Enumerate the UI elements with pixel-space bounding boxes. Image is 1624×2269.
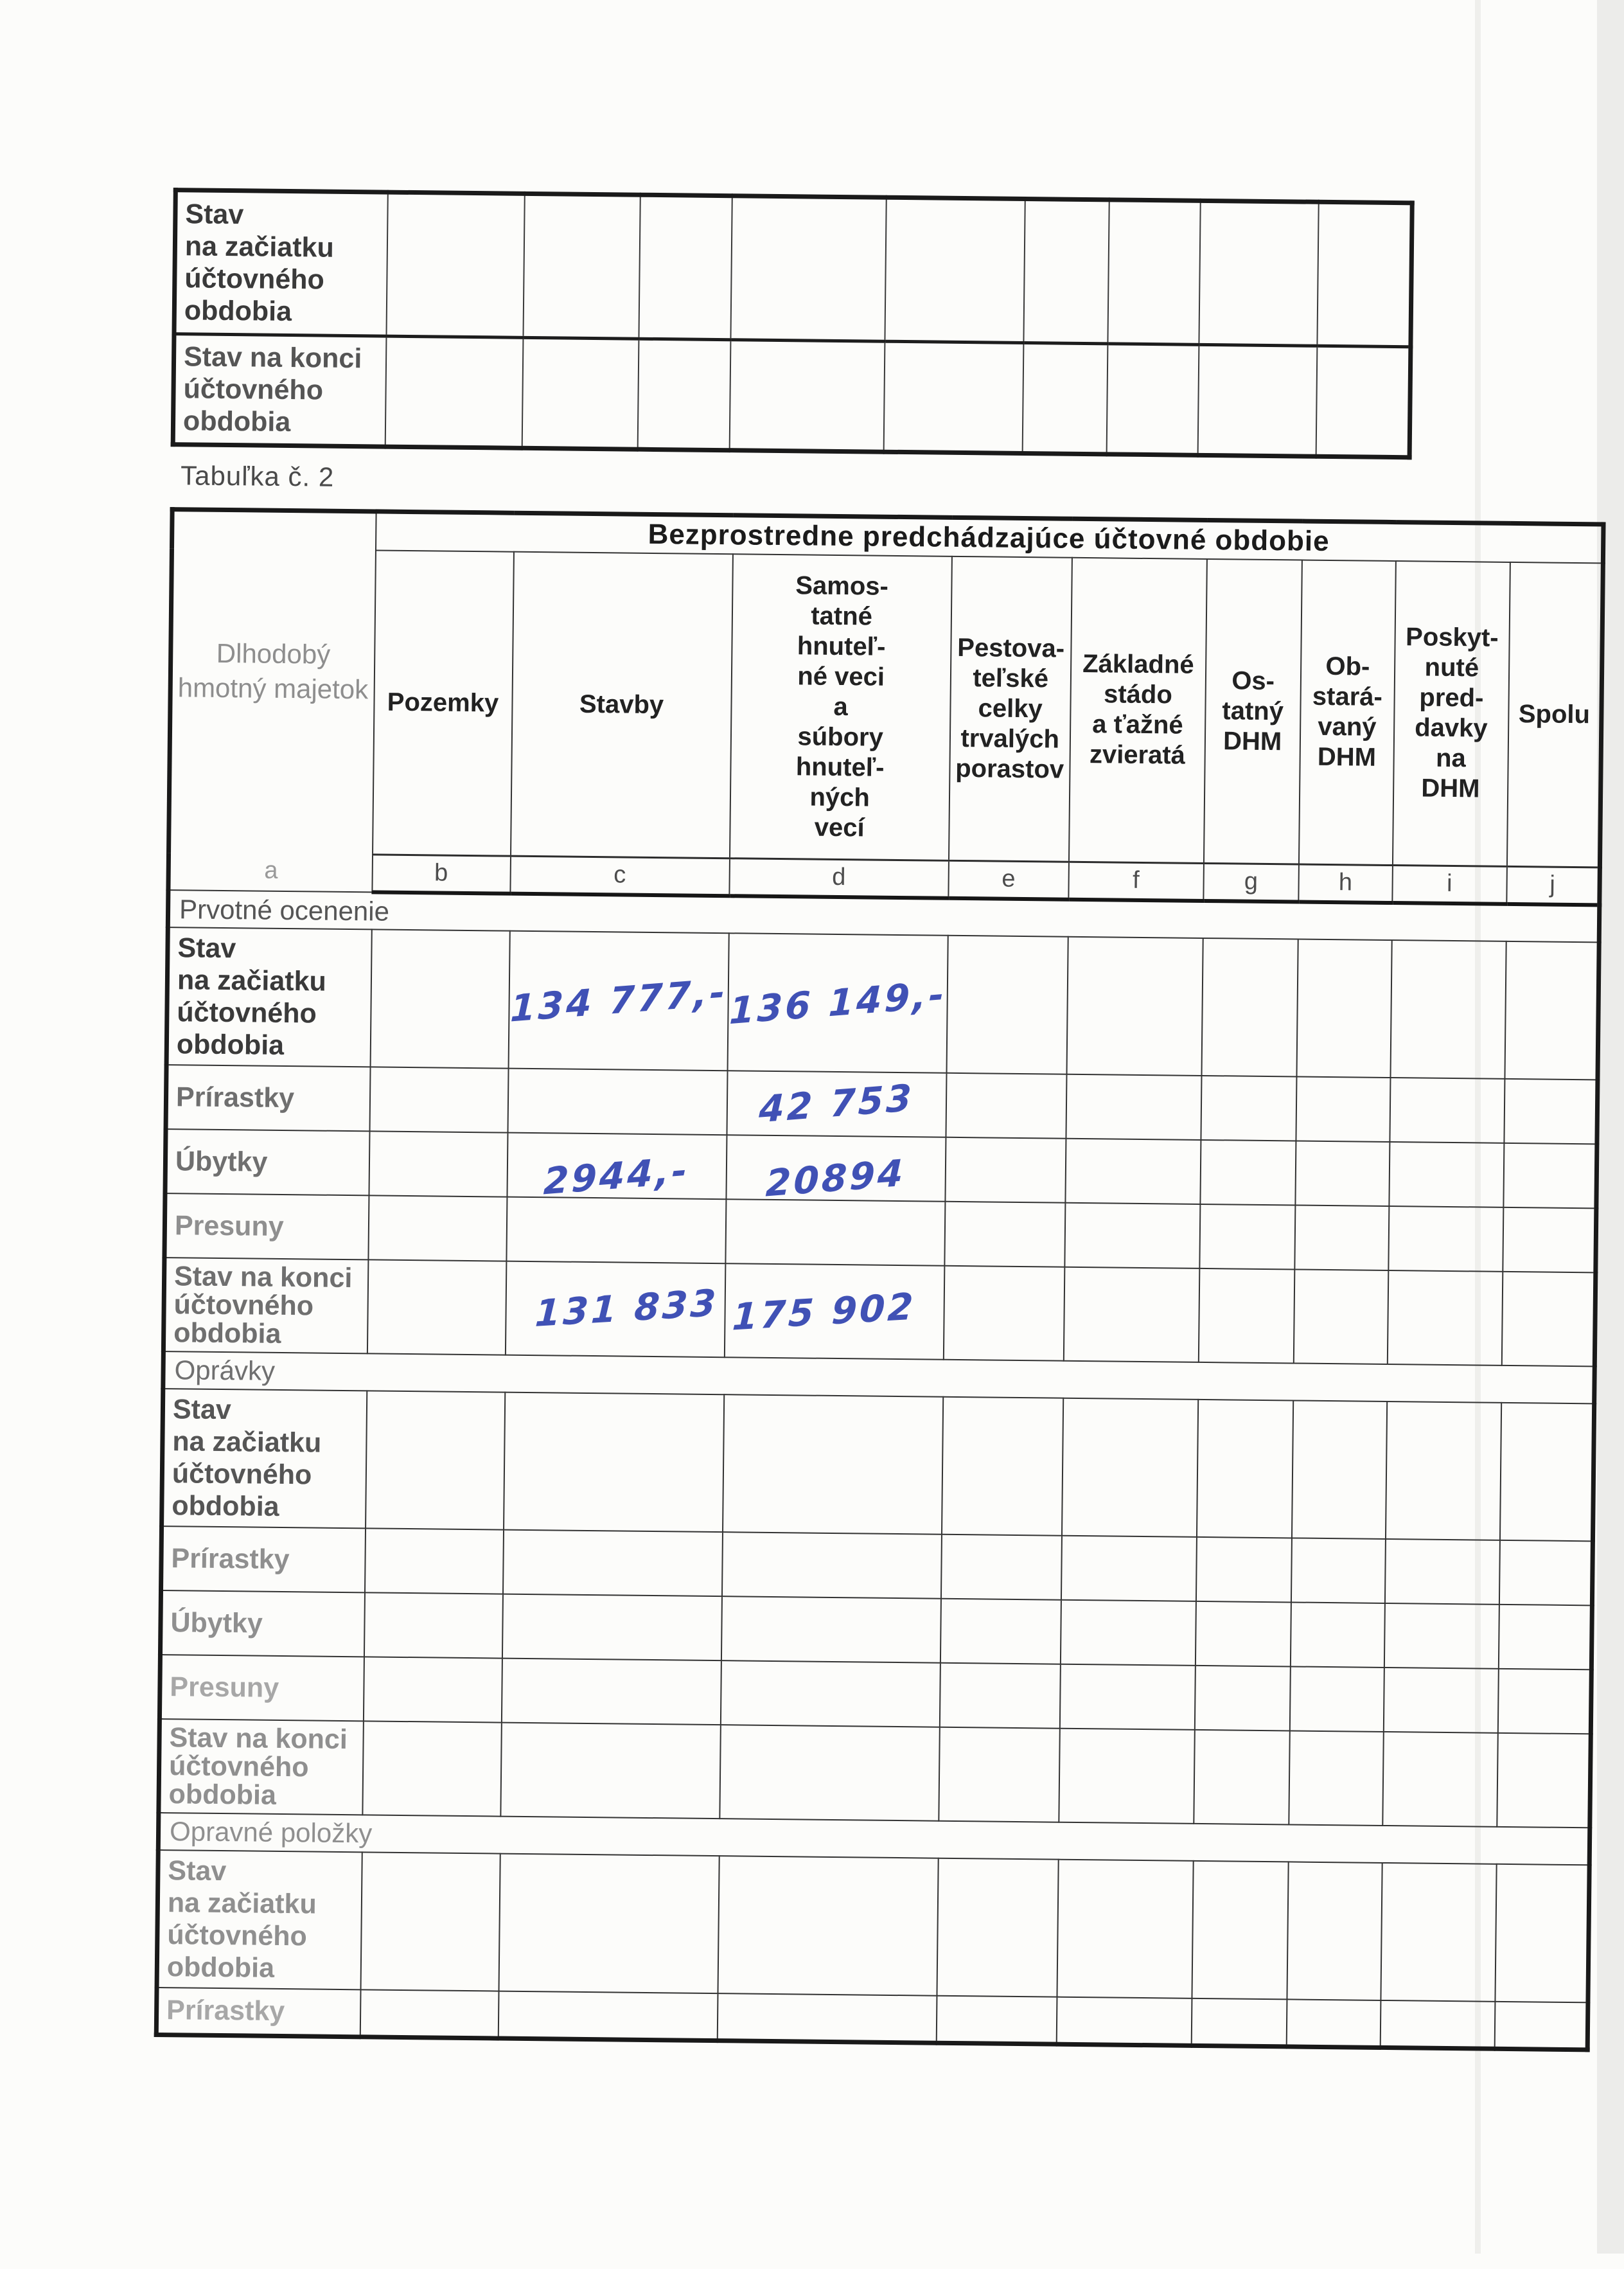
empty-cell [1388, 1270, 1503, 1366]
empty-cell [364, 1592, 502, 1658]
column-letter-a: a [264, 857, 278, 884]
empty-cell [942, 1396, 1063, 1535]
empty-cell [1317, 202, 1412, 347]
empty-cell [1064, 1202, 1200, 1268]
handwritten-value-cell [508, 930, 728, 1071]
empty-cell [719, 1725, 940, 1821]
empty-cell [1199, 1268, 1295, 1363]
row-label: Stav na začiatku účtovného obdobia [162, 1389, 367, 1528]
empty-cell [1057, 1859, 1193, 1998]
column-letter-g: g [1203, 863, 1299, 902]
empty-cell [523, 193, 640, 339]
handwritten-value: 2944,- [543, 1149, 691, 1203]
empty-cell [1390, 940, 1506, 1079]
empty-cell [1056, 1997, 1192, 2045]
empty-cell [499, 1853, 719, 1993]
column-header-d: Samos- tatné hnuteľ- né veci a súbory hnuteľ- ných vecí [730, 554, 952, 861]
empty-cell [941, 1534, 1062, 1599]
empty-cell [1388, 1206, 1503, 1272]
handwritten-value-cell [727, 1071, 946, 1137]
empty-cell [1286, 1999, 1381, 2048]
column-letter-e: e [948, 860, 1069, 899]
empty-cell [639, 195, 732, 339]
row-label: Stav na konci účtovného obdobia [163, 1258, 368, 1353]
empty-cell [717, 1993, 937, 2043]
empty-cell [1386, 1401, 1501, 1540]
empty-cell [360, 1989, 499, 2038]
table-row [162, 1389, 1594, 1541]
empty-cell [1500, 1402, 1594, 1541]
empty-cell [1065, 1138, 1201, 1204]
empty-cell [1201, 1075, 1296, 1141]
corner-header-cell [168, 510, 376, 892]
handwritten-value-cell [727, 933, 948, 1073]
empty-cell [1023, 199, 1109, 343]
handwritten-value: 134 777,- [509, 970, 728, 1031]
table2-caption: Tabuľka č. 2 [180, 460, 335, 492]
empty-cell [369, 1131, 508, 1197]
column-header-b: Pozemky [373, 550, 514, 856]
empty-cell [723, 1394, 943, 1535]
empty-cell [1292, 1400, 1387, 1539]
empty-cell [1061, 1535, 1197, 1601]
empty-cell [1197, 344, 1317, 456]
column-letter-f: f [1068, 862, 1204, 900]
table-row [159, 1719, 1591, 1828]
section-title: Prvotné ocenenie [168, 890, 1600, 942]
empty-cell [1494, 2001, 1588, 2050]
empty-cell [504, 1392, 724, 1532]
empty-cell [498, 1991, 718, 2041]
section-title: Oprávky [163, 1351, 1595, 1403]
empty-cell [946, 1072, 1066, 1138]
empty-cell [729, 340, 885, 452]
empty-cell [1503, 1207, 1596, 1272]
empty-cell [368, 1195, 507, 1261]
empty-cell [1066, 1074, 1201, 1139]
empty-cell [940, 1598, 1061, 1664]
row-label: Stav na začiatku účtovného obdobia [166, 927, 371, 1067]
empty-cell [1196, 1536, 1292, 1602]
empty-cell [363, 1657, 502, 1722]
empty-cell [1108, 200, 1200, 344]
empty-cell [1064, 1267, 1200, 1362]
empty-cell [1191, 1998, 1287, 2047]
column-header-h: Ob- stará- vaný DHM [1299, 560, 1396, 866]
empty-cell [721, 1596, 941, 1663]
column-header-c: Stavby [511, 551, 733, 859]
row-label: Stav na konci účtovného obdobia [173, 334, 386, 447]
row-label: Úbytky [165, 1129, 369, 1195]
empty-cell [360, 1852, 500, 1991]
handwritten-value: 175 902 [731, 1285, 917, 1339]
empty-cell [362, 1721, 502, 1816]
empty-cell [1384, 1603, 1499, 1668]
empty-cell [1200, 1139, 1296, 1205]
empty-cell [1192, 1860, 1288, 1999]
empty-cell [1504, 1078, 1598, 1144]
empty-cell [1291, 1602, 1385, 1668]
empty-cell [1503, 1143, 1597, 1208]
column-header-j: Spolu [1507, 562, 1603, 867]
empty-cell [944, 1265, 1065, 1360]
empty-cell [506, 1197, 726, 1263]
column-letter-j: j [1506, 866, 1600, 905]
empty-cell [937, 1858, 1058, 1997]
empty-cell [1296, 1076, 1390, 1142]
empty-cell [386, 192, 524, 337]
empty-cell [1505, 941, 1599, 1080]
empty-cell [940, 1662, 1061, 1728]
empty-cell [1287, 1862, 1382, 2000]
row-label: Presuny [159, 1655, 364, 1721]
empty-cell [725, 1199, 945, 1266]
empty-cell [1022, 343, 1108, 454]
row-label: Stav na konci účtovného obdobia [159, 1719, 364, 1815]
empty-cell [370, 929, 509, 1068]
empty-cell [1381, 1862, 1496, 2001]
column-letter-d: d [729, 859, 949, 898]
row-label: Prírastky [166, 1065, 370, 1131]
empty-cell [1194, 1729, 1290, 1824]
empty-cell [1294, 1205, 1389, 1270]
empty-cell [936, 1995, 1057, 2044]
empty-cell [508, 1068, 727, 1135]
empty-cell [500, 1722, 721, 1819]
column-header-g: Os- tatný DHM [1204, 558, 1302, 864]
empty-cell [637, 339, 730, 450]
empty-cell [1199, 200, 1318, 346]
empty-cell [1502, 1271, 1596, 1366]
table-row [174, 190, 1412, 347]
empty-cell [1499, 1604, 1593, 1669]
empty-cell [1060, 1664, 1196, 1729]
empty-cell [721, 1660, 940, 1727]
empty-cell [1384, 1667, 1499, 1732]
empty-cell [1497, 1732, 1591, 1828]
empty-cell [1062, 1398, 1198, 1536]
table-row [166, 927, 1599, 1080]
empty-cell [1382, 1731, 1498, 1826]
handwritten-value-cell [507, 1132, 727, 1203]
empty-cell [939, 1727, 1060, 1822]
empty-cell [945, 1137, 1066, 1202]
empty-cell [1495, 1864, 1589, 2002]
empty-cell [883, 341, 1023, 453]
row-label: Stav na začiatku účtovného obdobia [157, 1849, 362, 1989]
empty-cell [1201, 938, 1298, 1076]
empty-cell [502, 1529, 722, 1596]
empty-cell [1380, 2000, 1495, 2049]
column-letter-h: h [1298, 864, 1393, 903]
table-row [157, 1849, 1589, 2002]
empty-cell [718, 1856, 938, 1996]
table-row [163, 1258, 1596, 1366]
handwritten-value: 42 753 [758, 1076, 915, 1131]
column-header-i: Poskyt- nuté pred- davky na DHM [1393, 561, 1510, 867]
row-label: Prírastky [156, 1987, 360, 2036]
handwritten-value-cell [505, 1261, 725, 1357]
row-label: Stav na začiatku účtovného obdobia [174, 190, 387, 336]
handwritten-value: 20894 [764, 1152, 906, 1206]
empty-cell [365, 1528, 504, 1594]
empty-cell [946, 935, 1068, 1074]
empty-cell [1294, 1269, 1389, 1364]
column-letter-i: i [1392, 866, 1507, 904]
table2 [154, 507, 1606, 2052]
empty-cell [1499, 1540, 1593, 1605]
handwritten-value: 131 833 [534, 1281, 719, 1335]
empty-cell [1290, 1666, 1384, 1732]
empty-cell [1389, 1142, 1504, 1207]
empty-cell [1197, 1399, 1293, 1538]
empty-cell [1106, 344, 1199, 455]
empty-cell [367, 1259, 506, 1355]
row-label: Úbytky [160, 1590, 364, 1657]
empty-cell [502, 1594, 721, 1660]
empty-cell [885, 197, 1025, 343]
handwritten-value-cell [726, 1135, 946, 1206]
empty-cell [1059, 1728, 1195, 1823]
empty-cell [730, 196, 886, 342]
empty-cell [501, 1658, 721, 1725]
corner-box [170, 512, 375, 891]
empty-cell [1295, 1141, 1390, 1206]
handwritten-value: 136 149,- [728, 973, 947, 1033]
empty-cell [944, 1201, 1065, 1267]
empty-cell [366, 1391, 505, 1529]
row-label: Prírastky [161, 1526, 366, 1592]
empty-cell [1199, 1204, 1295, 1269]
row-label: Presuny [164, 1193, 369, 1259]
empty-cell [1195, 1665, 1291, 1731]
empty-cell [1196, 1601, 1291, 1666]
period-banner: Bezprostredne predchádzajúce účtovné obdobie [375, 512, 1603, 563]
empty-cell [522, 337, 639, 449]
empty-cell [1061, 1599, 1196, 1665]
column-letter-c: c [510, 856, 730, 896]
handwritten-value-cell [724, 1263, 944, 1360]
column-letter-b: b [372, 855, 511, 893]
empty-cell [722, 1532, 942, 1599]
empty-cell [1498, 1668, 1592, 1734]
empty-cell [1316, 346, 1411, 458]
section-title: Opravné položky [158, 1813, 1590, 1865]
empty-cell [1289, 1731, 1384, 1826]
column-header-f: Základné stádo a ťažné zvieratá [1069, 557, 1207, 863]
empty-cell [1066, 936, 1203, 1075]
corner-title: Dlhodobý hmotný majetok [177, 637, 369, 705]
empty-cell [1291, 1538, 1386, 1603]
empty-cell [1385, 1538, 1500, 1604]
column-header-row [169, 548, 1603, 868]
empty-cell [1390, 1078, 1505, 1143]
empty-cell [1296, 939, 1391, 1078]
table-row [173, 334, 1411, 458]
table1-continuation [171, 188, 1415, 459]
empty-cell [385, 336, 523, 448]
empty-cell [369, 1067, 508, 1132]
column-header-e: Pestova- teľské celky trvalých porastov [949, 556, 1072, 862]
